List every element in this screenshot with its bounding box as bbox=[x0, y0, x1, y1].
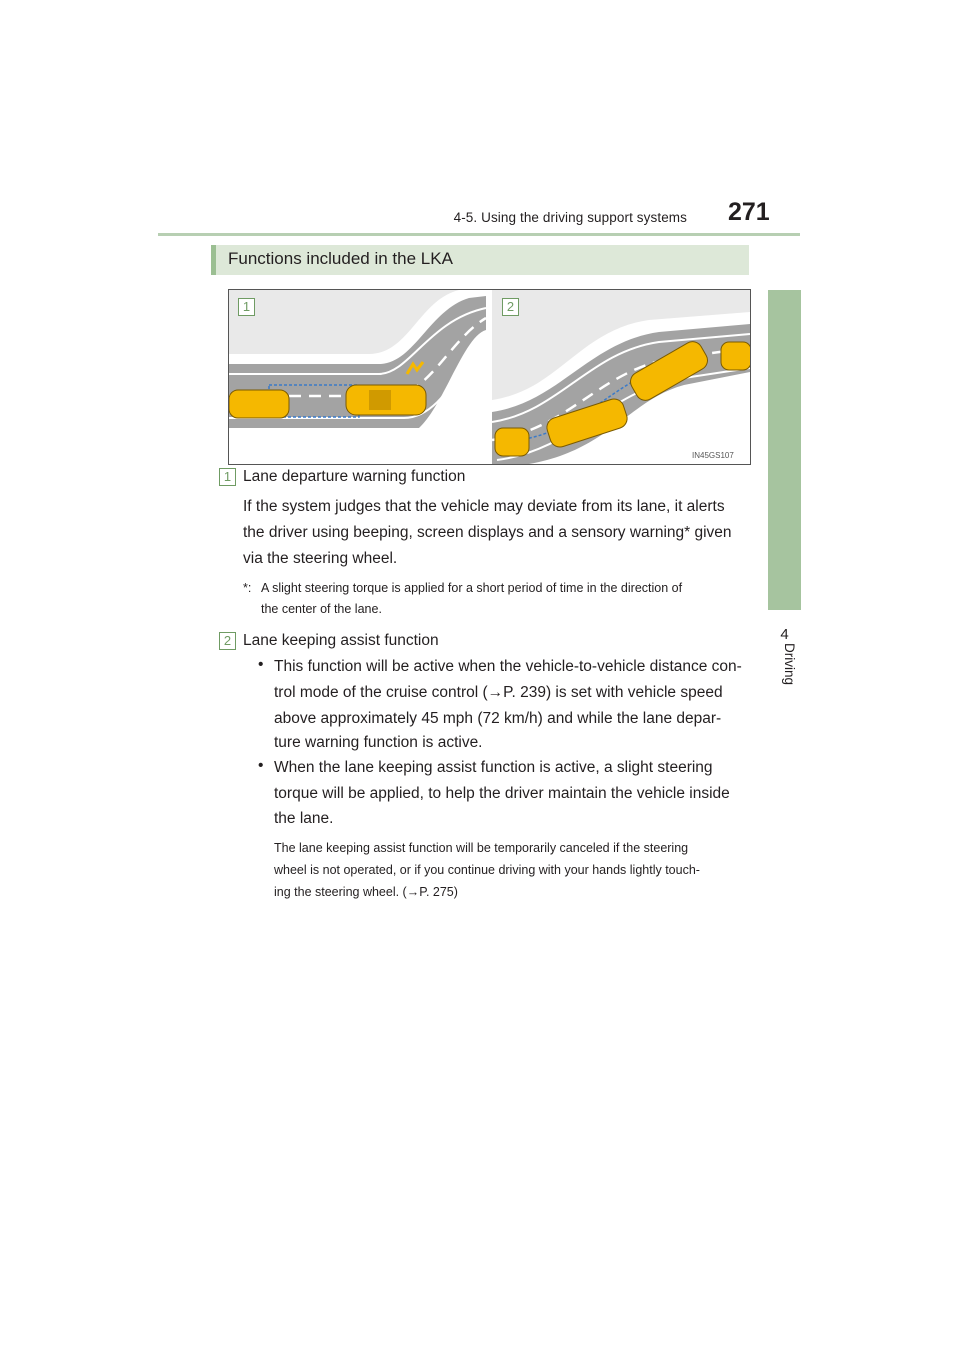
panel-1-car-windshield bbox=[369, 390, 391, 410]
lka-illustration-drawing bbox=[229, 290, 750, 464]
section-title: Functions included in the LKA bbox=[228, 249, 453, 268]
running-header: 4-5. Using the driving support systems bbox=[453, 210, 687, 225]
item-1-body-line-2: the driver using beeping, screen displays and a sensory warning* given bbox=[243, 524, 732, 541]
panel-divider bbox=[486, 290, 492, 464]
bullet-1-line-4: ture warning function is active. bbox=[274, 734, 483, 751]
note-line-2: wheel is not operated, or if you continue driving with your hands lightly touch- bbox=[274, 863, 700, 877]
bullet-2-line-1: When the lane keeping assist function is active, a slight steering bbox=[274, 759, 713, 776]
item-1-marker: 1 bbox=[219, 468, 236, 486]
header-rule bbox=[158, 233, 800, 236]
panel-2-car-1 bbox=[495, 428, 529, 456]
bullet-1-line-2: trol mode of the cruise control (→P. 239) is set with vehicle speed bbox=[274, 684, 723, 701]
figure-marker-2: 2 bbox=[502, 298, 519, 316]
item-1-title: Lane departure warning function bbox=[243, 468, 466, 485]
item-2-title: Lane keeping assist function bbox=[243, 632, 439, 649]
bullet-2-line-3: the lane. bbox=[274, 810, 334, 827]
item-2-marker: 2 bbox=[219, 632, 236, 650]
bullet-2-line-2: torque will be applied, to help the driver maintain the vehicle inside bbox=[274, 785, 730, 802]
item-1-body-line-1: If the system judges that the vehicle may deviate from its lane, it alerts bbox=[243, 498, 725, 515]
chapter-tab-label: Driving bbox=[782, 643, 797, 686]
page-number: 271 bbox=[728, 198, 770, 226]
bullet-2-mark: • bbox=[258, 757, 264, 774]
panel-2-car-4 bbox=[721, 342, 750, 370]
chapter-tab bbox=[768, 290, 801, 610]
figure-code: IN45GS107 bbox=[692, 451, 734, 460]
note-line-3: ing the steering wheel. (→P. 275) bbox=[274, 885, 458, 899]
bullet-1-line-1: This function will be active when the vehicle-to-vehicle distance con- bbox=[274, 658, 742, 675]
note-line-1: The lane keeping assist function will be temporarily canceled if the steering bbox=[274, 841, 689, 855]
chapter-tab-number: 4 bbox=[780, 626, 789, 643]
item-1-body-line-3: via the steering wheel. bbox=[243, 550, 398, 567]
bullet-1-line-3: above approximately 45 mph (72 km/h) and while the lane depar- bbox=[274, 710, 722, 727]
footnote-mark: *: bbox=[243, 581, 252, 595]
panel-1-car-rear bbox=[229, 390, 289, 418]
figure-marker-1: 1 bbox=[238, 298, 255, 316]
footnote-line-1: A slight steering torque is applied for a short period of time in the direction of bbox=[261, 581, 683, 595]
bullet-1-mark: • bbox=[258, 656, 264, 673]
lka-illustration bbox=[228, 289, 751, 465]
footnote-line-2: the center of the lane. bbox=[261, 602, 382, 616]
section-heading-bar bbox=[211, 245, 749, 275]
